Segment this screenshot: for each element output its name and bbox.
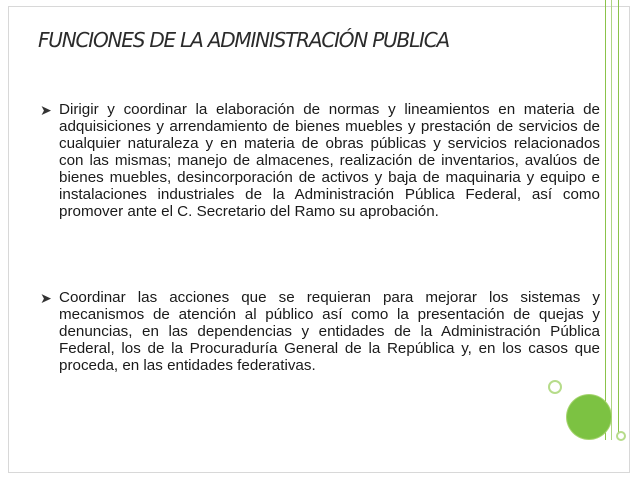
slide-frame <box>8 6 630 473</box>
arrow-bullet-icon: ➤ <box>40 290 52 306</box>
bullet-item <box>40 101 600 220</box>
arrow-bullet-icon: ➤ <box>40 102 52 118</box>
decorative-green-circle-icon <box>567 395 611 439</box>
bullet-text: Coordinar las acciones que se requieran para mejorar los sistemas y mecanismos de atención al público así como la presentación de quejas y denuncias, en las dependencias y entidades de la Administración Pública Federal, los de la Procuraduría General de la República y, en los casos que proceda, en las entidades federativas. <box>59 289 600 374</box>
decorative-circle-icon <box>616 431 626 441</box>
decorative-line <box>611 0 612 440</box>
decorative-line <box>618 0 619 440</box>
bullet-item <box>40 289 600 374</box>
bullet-text: Dirigir y coordinar la elaboración de normas y lineamientos en materia de adquisiciones y arrendamiento de bienes muebles y prestación de servicios de cualquier naturaleza y en materia de obras públicas y servicios relacionados con las mismas; manejo de almacenes, realización de inventarios, avalúos de bienes muebles, desincorporación de activos y baja de maquinaria y equipo e instalaciones industriales de la Administración Pública Federal, así como promover ante el C. Secretario del Ramo su aprobación. <box>59 101 600 220</box>
decorative-circle-icon <box>548 380 562 394</box>
decorative-line <box>605 0 606 440</box>
slide-title: FUNCIONES DE LA ADMINISTRACIÓN PUBLICA <box>38 28 449 52</box>
